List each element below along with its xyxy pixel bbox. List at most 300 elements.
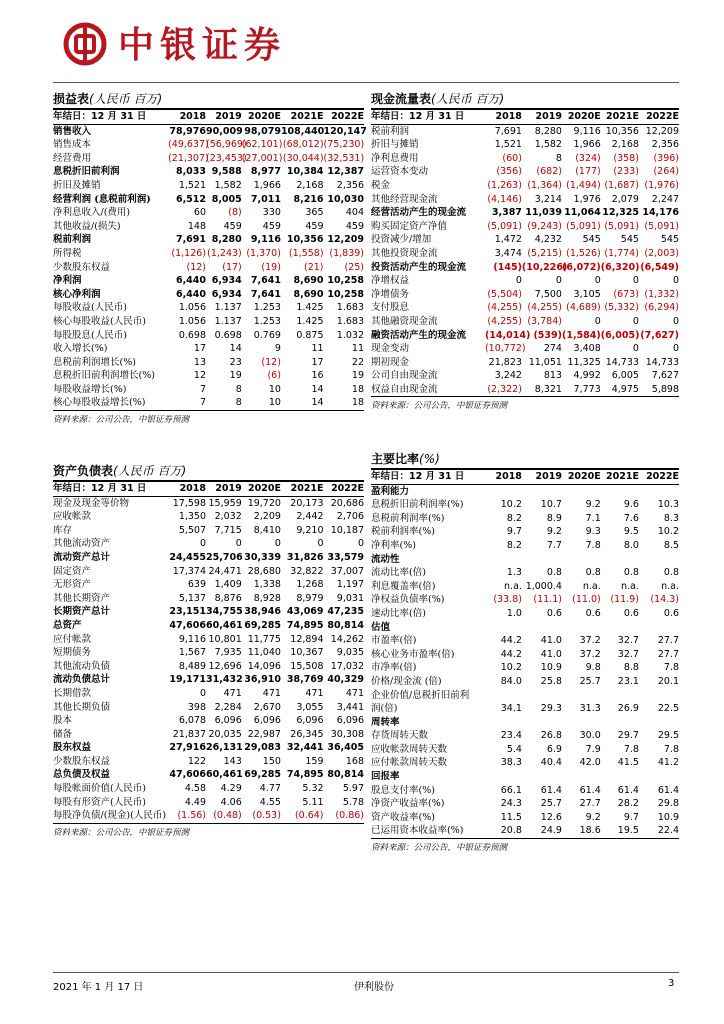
row-label: 税前利润率(%)	[371, 526, 435, 538]
row-label: 库存	[53, 524, 73, 536]
table-cell: 42.0	[579, 757, 601, 769]
row-label: 净利率(%)	[371, 539, 416, 551]
table-cell: 3,474	[494, 247, 522, 259]
table-cell: 32.7	[617, 648, 639, 660]
row-label: 速动比率(倍)	[371, 607, 426, 619]
table-cell: (4,689)	[566, 302, 601, 314]
table-cell: 41.2	[657, 757, 679, 769]
row-label: 现金及现金等价物	[53, 497, 130, 509]
table-row	[53, 165, 364, 179]
table-cell: 24,471	[208, 565, 242, 577]
table-cell: 19,171	[169, 674, 207, 686]
table-cell: 9.8	[585, 662, 601, 674]
table-cell: 11.5	[500, 811, 522, 823]
table-cell: 8,928	[253, 592, 281, 604]
row-label: 息税折旧前利润增长(%)	[53, 370, 155, 382]
table-cell: 41.0	[540, 648, 562, 660]
row-label: 回报率	[371, 771, 400, 783]
table-row	[53, 741, 364, 755]
row-label: 其他长期资产	[53, 592, 111, 604]
table-cell: 47,606	[169, 619, 207, 631]
table-cell: (2,322)	[487, 383, 522, 395]
table-cell: 3,387	[491, 207, 522, 219]
table-cell: 61.4	[579, 784, 601, 796]
table-cell: 1,582	[534, 139, 562, 151]
table-cell: 34,755	[206, 606, 243, 618]
table-header-row	[371, 110, 679, 124]
table-cell	[485, 716, 522, 730]
table-cell: 23	[229, 356, 242, 368]
row-label: 其他收益/(损失)	[53, 220, 121, 232]
table-cell: 10,384	[286, 166, 324, 178]
table-cell	[639, 770, 679, 784]
row-label: 市净率(倍)	[371, 662, 417, 674]
row-label: 每股收益(人民币)	[53, 302, 127, 314]
table-cell: 18.6	[579, 825, 601, 837]
table-cell	[485, 770, 522, 784]
table-cell: 1.253	[253, 302, 281, 314]
row-label: 市盈率(倍)	[371, 635, 417, 647]
table-cell: (11.9)	[610, 594, 639, 606]
table-cell: n.a.	[504, 580, 522, 592]
table-cell: 3,242	[494, 370, 522, 382]
table-cell	[639, 689, 679, 703]
table-cell: 459	[305, 220, 324, 232]
table-cell: (2,003)	[644, 247, 679, 259]
row-label: 投资活动产生的现金流	[371, 261, 467, 273]
table-cell	[522, 553, 562, 567]
table-cell: 24.3	[500, 798, 522, 810]
row-label: 应付帐款	[53, 633, 92, 645]
table-cell: 10,356	[605, 125, 639, 137]
table-cell: 14,733	[605, 356, 639, 368]
table-row	[53, 497, 364, 511]
table-cell: 0	[632, 315, 639, 327]
table-cell: (8)	[228, 207, 242, 219]
table-cell: 29.7	[617, 730, 639, 742]
table-cell: 19	[229, 370, 242, 382]
row-label: 短期债务	[53, 647, 92, 659]
table-cell: 2018	[495, 111, 522, 122]
row-label: 核心净利润	[53, 288, 101, 300]
table-row	[371, 756, 679, 770]
table-cell: 38,946	[244, 606, 281, 618]
table-cell: (9,243)	[527, 220, 562, 232]
table-cell: 1.0	[506, 607, 522, 619]
footer-date: 2021 年 1 月 17 日	[53, 982, 144, 993]
footer-page-number: 3	[668, 978, 675, 989]
table-cell: 66.1	[500, 784, 522, 796]
table-cell: 1.3	[506, 567, 522, 579]
table-cell: 10.9	[540, 662, 562, 674]
table-cell: 17	[311, 356, 324, 368]
table-cell: 6,096	[296, 715, 324, 727]
table-cell: (19)	[261, 261, 281, 273]
table-cell: 5,898	[651, 383, 679, 395]
income-statement-table	[53, 110, 367, 410]
table-cell: 0	[594, 275, 601, 287]
row-label: 经营利润 (息税前利润)	[53, 193, 151, 205]
table-group-row	[371, 770, 679, 784]
table-cell: 25.8	[540, 675, 562, 687]
table-cell: 60,461	[206, 769, 243, 781]
table-cell: 1.056	[178, 302, 207, 314]
table-cell: 8.5	[663, 539, 679, 551]
row-label: 税前利润	[53, 234, 92, 246]
table-cell	[601, 553, 639, 567]
row-label: 公司自由现金流	[371, 370, 438, 382]
row-label: 息税折旧前利润	[53, 166, 120, 178]
table-cell	[562, 716, 601, 730]
table-row	[53, 660, 364, 674]
table-cell: 20.8	[500, 825, 522, 837]
table-cell: 14,096	[247, 660, 281, 672]
table-cell: 17	[193, 343, 207, 355]
row-label: 长期资产总计	[53, 606, 111, 618]
table-cell: 10.7	[540, 499, 562, 511]
table-cell: 5.97	[342, 783, 364, 795]
table-cell: (1,494)	[566, 179, 601, 191]
table-cell: 6,005	[611, 370, 639, 382]
brand-name: 中银证券	[118, 24, 287, 66]
table-cell: 8,489	[178, 660, 207, 672]
table-cell: (5,091)	[487, 220, 522, 232]
table-cell: 14,262	[330, 633, 364, 645]
table-cell: (539)	[533, 329, 562, 341]
table-cell: 9.2	[546, 526, 562, 538]
table-cell: 545	[582, 234, 601, 246]
row-label: 所得税	[53, 247, 82, 259]
table-cell: 2,168	[296, 179, 324, 191]
table-cell: 24.9	[540, 825, 562, 837]
row-label: 销售收入	[53, 125, 92, 137]
table-cell: 13	[193, 356, 207, 368]
table-cell: 7.8	[663, 662, 679, 674]
table-cell	[601, 485, 639, 499]
table-row	[53, 537, 364, 551]
table-cell: 8	[235, 383, 242, 395]
table-cell: 8,033	[175, 166, 207, 178]
table-cell: 7,627	[651, 370, 679, 382]
table-row	[371, 138, 679, 152]
table-cell: 0.6	[663, 607, 679, 619]
table-cell: (5,504)	[487, 288, 522, 300]
table-cell: (4,146)	[487, 193, 522, 205]
table-row	[371, 356, 679, 370]
table-cell: 5.32	[302, 783, 324, 795]
table-cell: 44.2	[500, 635, 522, 647]
table-row	[53, 714, 364, 728]
table-cell: 47,606	[169, 769, 207, 781]
table-cell: (60)	[502, 152, 522, 164]
table-cell: 19.5	[617, 825, 639, 837]
table-row	[371, 593, 679, 607]
table-cell: 3,408	[573, 343, 601, 355]
table-cell: 8,005	[211, 193, 242, 205]
table-cell: 7,691	[494, 125, 522, 137]
table-cell: 148	[187, 220, 207, 232]
table-cell: 10.3	[657, 499, 679, 511]
table-cell: (356)	[496, 166, 522, 178]
bank-of-china-logo-icon	[63, 22, 107, 66]
table-cell: 31.3	[579, 703, 601, 715]
table-cell: (12)	[261, 356, 281, 368]
table-cell: (324)	[575, 152, 601, 164]
table-row	[53, 179, 364, 193]
table-row	[53, 152, 364, 166]
table-cell	[522, 621, 562, 635]
table-cell: (3,784)	[527, 315, 562, 327]
table-row	[53, 673, 364, 687]
row-label: 其他投资现金流	[371, 247, 438, 259]
table-row	[371, 193, 679, 207]
row-label: 每股收益增长(%)	[53, 383, 127, 395]
table-row	[53, 329, 364, 343]
table-cell: 12,209	[645, 125, 679, 137]
row-label: 运营资本变动	[371, 166, 429, 178]
table-cell: 28.2	[617, 798, 639, 810]
table-cell: 32,441	[286, 742, 324, 754]
row-label: 价格/现金流 (倍)	[371, 675, 442, 687]
table-cell: 0.6	[585, 607, 601, 619]
table-row	[53, 356, 364, 370]
table-cell: 1,197	[336, 579, 364, 591]
table-cell: 8,690	[293, 288, 324, 300]
table-cell: 8.9	[546, 512, 562, 524]
table-cell: 8.2	[506, 539, 522, 551]
table-cell: 0.8	[585, 567, 601, 579]
row-label: 股本	[53, 715, 73, 727]
table-cell: 1,966	[253, 179, 281, 191]
row-label: 总负债及权益	[53, 769, 111, 781]
table-row	[371, 301, 679, 315]
row-label: 核心每股收益(人民币)	[53, 315, 146, 327]
table-cell: 27.7	[657, 635, 679, 647]
table-cell: 9,031	[336, 592, 364, 604]
table-cell: 6,096	[253, 715, 281, 727]
table-cell: 26.9	[617, 703, 639, 715]
table-cell: (1,364)	[527, 179, 562, 191]
table-row	[371, 824, 679, 838]
table-cell: 9.7	[506, 526, 522, 538]
table-cell: 9,116	[250, 234, 281, 246]
table-cell: 2020E	[248, 483, 281, 494]
table-cell: 22.4	[657, 825, 679, 837]
table-row	[53, 768, 364, 782]
table-row	[53, 701, 364, 715]
table-cell: (6,320)	[600, 261, 640, 273]
row-label: 期初现金	[371, 356, 410, 368]
table-cell: 22,987	[247, 728, 281, 740]
table-cell: 12,696	[208, 660, 242, 672]
table-cell: 122	[187, 755, 207, 767]
row-label: 盈利能力	[371, 485, 410, 497]
table-cell: 9,116	[178, 633, 207, 645]
table-cell: 0.6	[546, 607, 562, 619]
ratios-source-note: 资料来源：公司公告，中银证券预测	[371, 843, 508, 854]
table-cell: 813	[543, 370, 562, 382]
table-cell: 3,441	[336, 701, 364, 713]
table-cell: 10,030	[327, 193, 364, 205]
table-row	[371, 342, 679, 356]
table-row	[371, 702, 679, 716]
table-cell: 1,000.4	[525, 580, 562, 592]
table-cell: 2021E	[290, 111, 324, 122]
table-cell: 2,209	[253, 511, 281, 523]
table-cell: 14,176	[642, 207, 679, 219]
row-label: 每股股息(人民币)	[53, 329, 127, 341]
table-cell: 47,235	[327, 606, 364, 618]
row-label: 每股净负债/(现金)(人民币)	[53, 810, 167, 822]
balance-sheet-section	[53, 462, 364, 840]
table-row	[53, 646, 364, 660]
table-cell: 2,442	[296, 511, 324, 523]
row-label: 净利息收入/(费用)	[53, 207, 131, 219]
table-cell	[601, 770, 639, 784]
table-cell: (21)	[304, 261, 324, 273]
table-cell: (6,549)	[640, 261, 679, 273]
table-cell: 11	[311, 343, 324, 355]
table-cell: 29.8	[657, 798, 679, 810]
table-cell: 8,979	[296, 592, 324, 604]
table-cell: 1,268	[296, 579, 324, 591]
table-cell: 5,507	[178, 524, 207, 536]
table-cell: 2020E	[567, 111, 601, 122]
table-cell: 10,258	[327, 275, 364, 287]
table-cell: (25)	[344, 261, 364, 273]
table-row	[371, 512, 679, 526]
table-cell: 26,345	[290, 728, 324, 740]
table-cell: 159	[305, 755, 324, 767]
table-cell	[639, 621, 679, 635]
table-cell: 0	[235, 538, 242, 550]
page-header	[0, 0, 724, 86]
table-cell: 1.032	[336, 329, 364, 341]
table-row	[371, 206, 679, 220]
table-cell: 639	[187, 579, 207, 591]
table-cell: 38.3	[500, 757, 522, 769]
header-rule	[53, 82, 679, 83]
table-cell: 8,876	[214, 592, 242, 604]
table-cell: 12,894	[290, 633, 324, 645]
table-row	[53, 809, 364, 823]
table-cell: 24,455	[169, 551, 207, 563]
table-cell: 274	[543, 343, 562, 355]
table-cell: 7,641	[250, 288, 281, 300]
table-cell: 11,040	[247, 647, 281, 659]
table-header-row	[371, 470, 679, 484]
table-cell: (5,332)	[604, 302, 639, 314]
table-cell: 27.7	[657, 648, 679, 660]
table-cell	[522, 689, 562, 703]
table-cell: 1,350	[178, 511, 207, 523]
table-row	[53, 288, 364, 302]
row-label: 折旧与摊销	[371, 139, 419, 151]
table-cell: (4,255)	[487, 302, 522, 314]
table-cell	[522, 716, 562, 730]
table-cell: (49,637)	[168, 139, 209, 151]
row-label: 流动性	[371, 553, 400, 565]
row-label: 税金	[371, 179, 391, 191]
table-cell: 1.683	[336, 302, 364, 314]
row-label: 息税前利润率(%)	[371, 512, 445, 524]
table-row	[371, 525, 679, 539]
table-cell	[522, 485, 562, 499]
table-row	[371, 288, 679, 302]
table-cell: 22.5	[657, 703, 679, 715]
table-row	[371, 125, 679, 139]
table-cell: 11,064	[564, 207, 601, 219]
key-ratios-title: 主要比率(%)	[371, 452, 440, 466]
table-cell: 8.3	[663, 512, 679, 524]
table-cell: 10.9	[657, 811, 679, 823]
table-cell: 0.769	[253, 329, 281, 341]
row-label: 年结日：12 月 31 日	[53, 483, 147, 494]
table-cell: 26,131	[206, 742, 243, 754]
table-cell: 1.253	[253, 315, 281, 327]
table-cell: 4.06	[220, 796, 242, 808]
table-cell	[522, 770, 562, 784]
row-label: 净利润	[53, 275, 82, 287]
table-cell: 330	[262, 207, 281, 219]
table-row	[371, 743, 679, 757]
table-cell: (12)	[186, 261, 207, 273]
table-cell: 2018	[179, 483, 207, 494]
row-label: 息税前利润增长(%)	[53, 356, 136, 368]
table-cell: 8,690	[293, 275, 324, 287]
row-label: 储备	[53, 728, 73, 740]
table-cell: 8,280	[211, 234, 242, 246]
table-cell: 38,769	[286, 674, 324, 686]
table-cell: (17)	[222, 261, 242, 273]
table-cell: 10,258	[327, 288, 364, 300]
table-cell: 23.4	[500, 730, 522, 742]
row-label: 已运用资本收益率(%)	[371, 825, 464, 837]
row-label: 企业价值/息税折旧前利	[371, 689, 470, 701]
table-cell: 9.7	[623, 811, 639, 823]
table-cell: 6,096	[336, 715, 364, 727]
table-cell: 0	[199, 538, 207, 550]
table-cell: 2019	[535, 111, 562, 122]
table-cell	[601, 621, 639, 635]
table-cell: 40.4	[540, 757, 562, 769]
table-cell: 0	[672, 343, 679, 355]
table-cell: (6,294)	[644, 302, 679, 314]
table-cell: (23,453)	[206, 152, 247, 164]
table-row	[371, 165, 679, 179]
table-row	[53, 220, 364, 234]
table-cell: 20,686	[330, 497, 364, 509]
table-cell: 11,051	[528, 356, 562, 368]
table-cell	[639, 716, 679, 730]
row-label: 估值	[371, 621, 391, 633]
table-cell: 78,976	[169, 125, 207, 137]
footer-rule	[53, 972, 679, 973]
table-cell: (10,226)	[521, 261, 568, 273]
table-cell: 26.8	[540, 730, 562, 742]
table-cell: 30.0	[579, 730, 601, 742]
table-cell: 1,521	[178, 179, 207, 191]
table-cell: (21,307)	[168, 152, 209, 164]
table-cell: (56,969)	[206, 139, 247, 151]
table-cell: 4.55	[259, 796, 281, 808]
table-cell: (233)	[613, 166, 639, 178]
row-label: 净增权益	[371, 275, 410, 287]
table-cell: 471	[223, 687, 242, 699]
table-cell: 7.8	[663, 743, 679, 755]
table-cell	[601, 689, 639, 703]
table-row	[371, 634, 679, 648]
